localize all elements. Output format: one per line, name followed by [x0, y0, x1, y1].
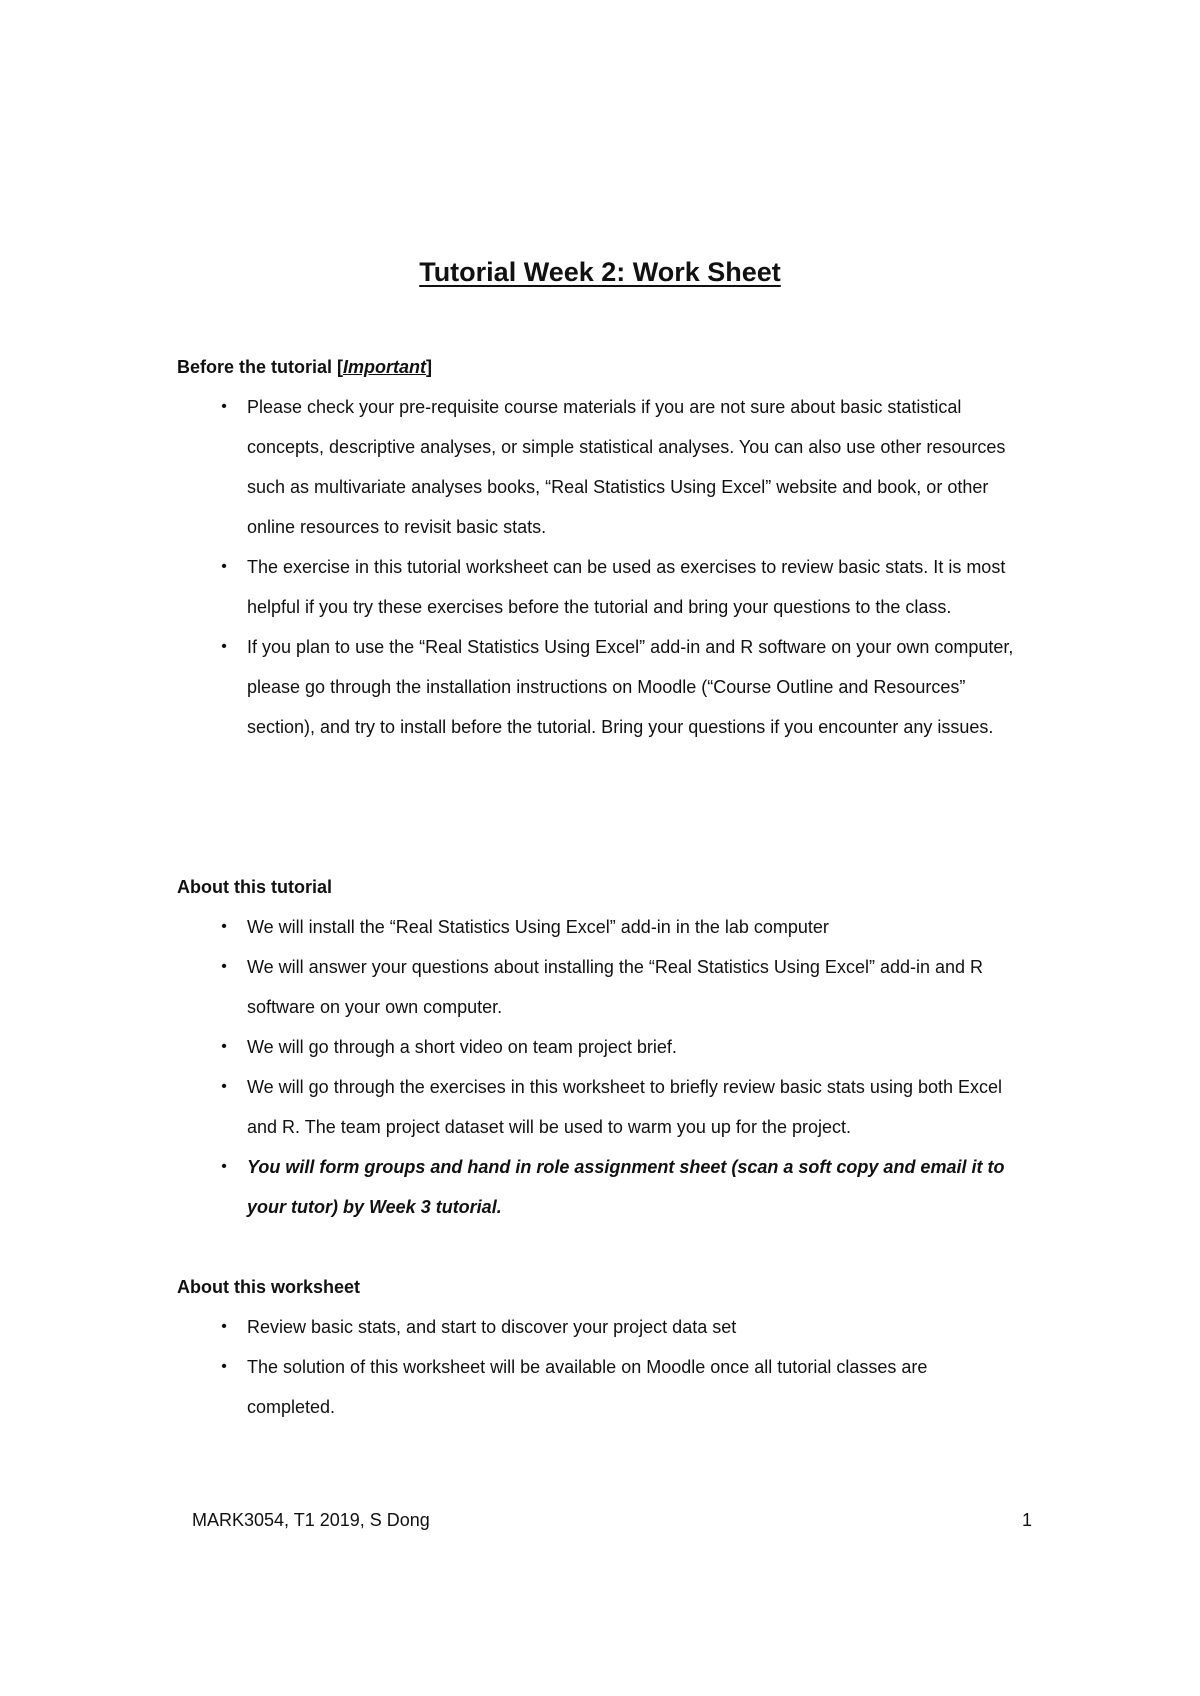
list-item-emphasized: • You will form groups and hand in role assignment sheet (scan a soft copy and email it to your tutor) by Week 3 tutorial. — [177, 1147, 1017, 1227]
list-item: • We will go through a short video on team project brief. — [177, 1027, 1017, 1067]
footer-course-info: MARK3054, T1 2019, S Dong — [192, 1510, 430, 1530]
section-heading-about-tutorial: About this tutorial — [177, 877, 332, 897]
list-item: • If you plan to use the “Real Statistics Using Excel” add-in and R software on your own computer, please go through the installation instructions on Moodle (“Course Outline and Resources” section), and try to install before the tutorial. Bring your questions if you encounter any issues. — [177, 627, 1017, 747]
bullet-icon: • — [221, 558, 227, 575]
section-about-worksheet — [177, 1267, 1057, 1427]
list-item: • Please check your pre-requisite course materials if you are not sure about basic statistical concepts, descriptive analyses, or simple statistical analyses. You can also use other resources such as multivariate analyses books, “Real Statistics Using Excel” website and book, or other online resources to revisit basic stats. — [177, 387, 1017, 547]
heading-suffix: ] — [426, 357, 433, 377]
list-item: • We will go through the exercises in this worksheet to briefly review basic stats using both Excel and R. The team project dataset will be used to warm you up for the project. — [177, 1067, 1017, 1147]
list-item: • We will install the “Real Statistics Using Excel” add-in in the lab computer — [177, 907, 1017, 947]
bullet-icon: • — [221, 958, 227, 975]
section-about-tutorial — [177, 867, 1057, 1227]
bullet-list-about-worksheet — [177, 1307, 1057, 1427]
bullet-icon: • — [221, 1158, 227, 1175]
heading-important: Important — [343, 357, 427, 377]
bullet-icon: • — [221, 1358, 227, 1375]
list-item: • The exercise in this tutorial worksheet can be used as exercises to review basic stats. It is most helpful if you try these exercises before the tutorial and bring your questions to the class. — [177, 547, 1017, 627]
bullet-icon: • — [221, 398, 227, 415]
list-item: • Review basic stats, and start to discover your project data set — [177, 1307, 1017, 1347]
footer-page-number: 1 — [1021, 1510, 1032, 1530]
bullet-icon: • — [221, 1038, 227, 1055]
bullet-icon: • — [221, 1078, 227, 1095]
bullet-list-before-tutorial — [177, 387, 1057, 747]
list-item: • The solution of this worksheet will be available on Moodle once all tutorial classes are completed. — [177, 1347, 1017, 1427]
section-heading-about-worksheet: About this worksheet — [177, 1277, 361, 1297]
bullet-icon: • — [221, 918, 227, 935]
page-title: Tutorial Week 2: Work Sheet — [419, 257, 781, 287]
list-item: • We will answer your questions about installing the “Real Statistics Using Excel” add-in and R software on your own computer. — [177, 947, 1017, 1027]
section-before-tutorial — [177, 347, 1057, 747]
section-heading-before-tutorial — [177, 347, 1057, 387]
bullet-icon: • — [221, 1318, 227, 1335]
bullet-list-about-tutorial — [177, 907, 1057, 1227]
bullet-icon: • — [221, 638, 227, 655]
heading-prefix: Before the tutorial [ — [177, 357, 344, 377]
